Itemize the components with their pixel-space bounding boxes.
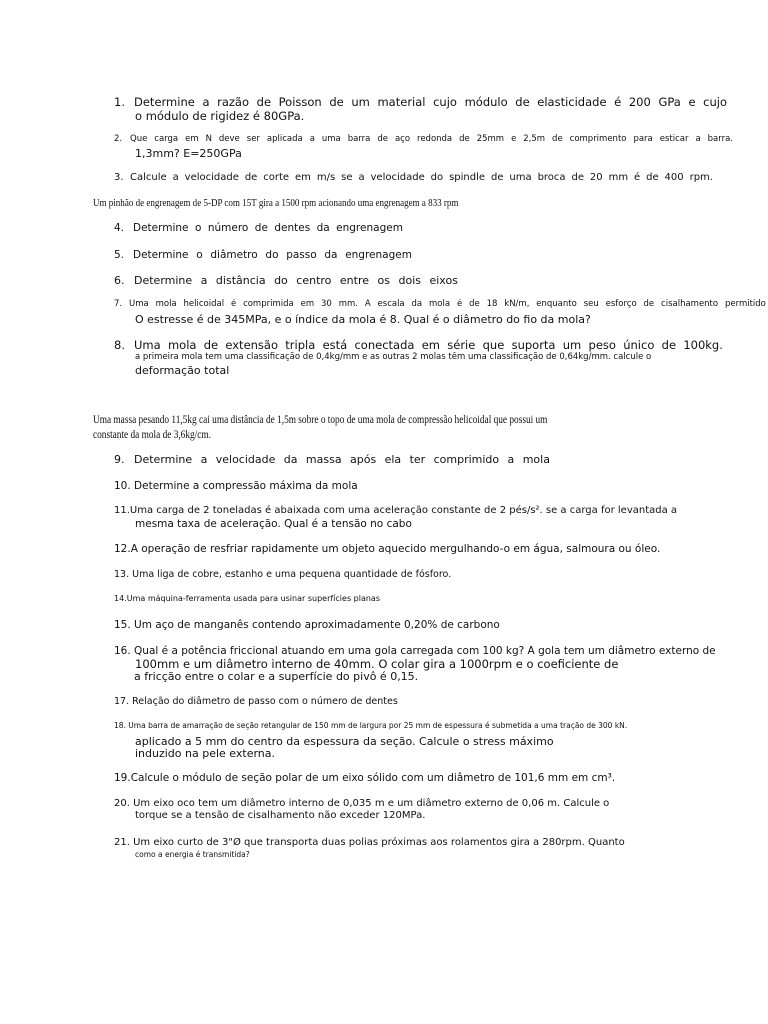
- word: da: [283, 453, 298, 466]
- word: Calcule: [130, 172, 167, 183]
- word: o: [196, 249, 203, 261]
- word: redonda: [417, 134, 453, 144]
- word: que: [482, 338, 505, 352]
- word: uma: [509, 172, 532, 183]
- word: mola: [167, 338, 197, 352]
- spring-intro-line-1: Uma massa pesando 11,5kg cai uma distância de 1,5m sobre o topo de uma mola de compressão helicoidal que possui um: [93, 414, 548, 426]
- word: passo: [286, 249, 317, 261]
- word: para: [633, 134, 653, 144]
- q1-number: 1.: [114, 95, 125, 109]
- word: broca: [537, 172, 566, 183]
- word: aplicada: [266, 134, 303, 144]
- word: cujo: [703, 95, 727, 109]
- word: Uma: [134, 338, 161, 352]
- word: velocidade: [370, 172, 425, 183]
- word: de: [646, 172, 659, 183]
- word: Determine: [133, 249, 189, 261]
- word: engrenagem: [336, 222, 403, 234]
- word: número: [207, 222, 249, 234]
- word: mm.: [338, 299, 358, 309]
- word: entre: [339, 274, 370, 287]
- q9-line: [134, 453, 550, 466]
- q1-line-1: [134, 95, 727, 109]
- q13-line: 13. Uma liga de cobre, estanho e uma pequena quantidade de fósforo.: [114, 569, 452, 580]
- word: de: [203, 338, 219, 352]
- word: centro: [296, 274, 332, 287]
- word: distância: [215, 274, 266, 287]
- word: de: [643, 299, 655, 309]
- word: barra: [347, 134, 371, 144]
- word: da: [324, 249, 338, 261]
- word: 30: [320, 299, 332, 309]
- word: peso: [588, 338, 616, 352]
- word: e: [511, 134, 517, 144]
- word: é: [230, 299, 237, 309]
- word: corte: [263, 172, 290, 183]
- q7-line-1: [129, 299, 766, 309]
- word: após: [350, 453, 377, 466]
- q18-line-1: 18. Uma barra de amarração de seção retangular de 150 mm de largura por 25 mm de espessura é submetida a uma tração de 300 kN.: [114, 721, 628, 730]
- word: de: [571, 172, 584, 183]
- word: Uma: [129, 299, 149, 309]
- word: em: [300, 299, 315, 309]
- word: ter: [409, 453, 426, 466]
- word: comprimido: [433, 453, 500, 466]
- q9-number: 9.: [114, 453, 125, 466]
- word: de: [377, 134, 388, 144]
- q8-line-3: deformação total: [135, 364, 230, 377]
- word: 25mm: [476, 134, 505, 144]
- q4-line: [133, 222, 403, 234]
- word: Que: [130, 134, 148, 144]
- word: uma: [321, 134, 341, 144]
- q5-line: [133, 249, 412, 261]
- word: da: [411, 299, 423, 309]
- word: cujo: [433, 95, 457, 109]
- q20-line-1: 20. Um eixo oco tem um diâmetro interno de 0,035 m e um diâmetro externo de 0,06 m. Calcule o: [114, 798, 610, 809]
- word: do: [274, 274, 288, 287]
- q14-line: 14.Uma máquina-ferramenta usada para usinar superfícies planas: [114, 594, 380, 603]
- word: a: [200, 453, 208, 466]
- word: velocidade: [215, 453, 276, 466]
- word: série: [447, 338, 476, 352]
- word: ser: [246, 134, 260, 144]
- word: comprimida: [243, 299, 294, 309]
- q11-line-2: mesma taxa de aceleração. Qual é a tensão no cabo: [135, 518, 412, 530]
- word: Determine: [133, 222, 189, 234]
- word: comprimento: [569, 134, 627, 144]
- word: de: [244, 172, 258, 183]
- word: material: [377, 95, 426, 109]
- word: suporta: [511, 338, 556, 352]
- gear-intro: Um pinhão de engrenagem de 5-DP com 15T gira a 1500 rpm acionando uma engrenagem a 833 rpm: [93, 197, 459, 209]
- spring-intro-line-2: constante da mola de 3,6kg/cm.: [93, 429, 211, 441]
- word: em: [185, 134, 199, 144]
- q16-line-1: 16. Qual é a potência friccional atuando em uma gola carregada com 100 kg? A gola tem um diâmetro externo de: [114, 645, 716, 657]
- word: de: [490, 172, 504, 183]
- word: do: [430, 172, 444, 183]
- word: os: [377, 274, 390, 287]
- word: massa: [305, 453, 342, 466]
- word: da: [316, 222, 330, 234]
- word: a: [695, 134, 701, 144]
- word: é: [634, 172, 641, 183]
- word: esticar: [659, 134, 689, 144]
- word: do: [265, 249, 279, 261]
- word: m/s: [316, 172, 336, 183]
- word: dois: [398, 274, 421, 287]
- word: Determine: [134, 453, 193, 466]
- q1-line-2: o módulo de rigidez é 80GPa.: [135, 109, 305, 123]
- word: spindle: [449, 172, 486, 183]
- q15-line: 15. Um aço de manganês contendo aproximadamente 0,20% de carbono: [114, 619, 500, 631]
- word: mola: [155, 299, 177, 309]
- word: mola: [522, 453, 550, 466]
- word: N: [205, 134, 212, 144]
- word: eixos: [429, 274, 458, 287]
- word: razão: [217, 95, 250, 109]
- q18-line-2: aplicado a 5 mm do centro da espessura da seção. Calcule o stress máximo: [135, 735, 554, 748]
- q21-line-2: como a energia é transmitida?: [135, 850, 250, 859]
- word: é: [614, 95, 622, 109]
- q8-line-1: [134, 338, 723, 352]
- word: de: [515, 95, 530, 109]
- word: o: [194, 222, 202, 234]
- word: Determine: [134, 95, 195, 109]
- word: de: [254, 222, 268, 234]
- q20-line-2: torque se a tensão de cisalhamento não exceder 120MPa.: [135, 810, 426, 821]
- word: esforço: [605, 299, 637, 309]
- word: está: [322, 338, 348, 352]
- word: único: [623, 338, 655, 352]
- word: 100kg.: [683, 338, 723, 352]
- q5-number: 5.: [114, 249, 125, 261]
- word: kN/m,: [504, 299, 530, 309]
- q17-line: 17. Relação do diâmetro de passo com o número de dentes: [114, 696, 398, 707]
- word: helicoidal: [183, 299, 225, 309]
- q10-line: 10. Determine a compressão máxima da mola: [114, 480, 358, 492]
- word: enquanto: [536, 299, 577, 309]
- word: extensão: [225, 338, 279, 352]
- word: tripla: [285, 338, 316, 352]
- q16-line-3: a fricção entre o colar e a superfície do pivô é 0,15.: [134, 670, 419, 683]
- word: ela: [384, 453, 402, 466]
- q21-line-1: 21. Um eixo curto de 3"Ø que transporta duas polias próximas aos rolamentos gira a 280rpm. Quanto: [114, 837, 625, 848]
- word: 20: [589, 172, 603, 183]
- q3-number: 3.: [114, 172, 124, 183]
- word: e: [688, 95, 696, 109]
- word: a: [309, 134, 315, 144]
- word: 200: [628, 95, 651, 109]
- word: diâmetro: [210, 249, 258, 261]
- word: seu: [583, 299, 599, 309]
- word: Determine: [134, 274, 193, 287]
- word: velocidade: [184, 172, 239, 183]
- word: 2,5m: [523, 134, 546, 144]
- word: mola: [429, 299, 451, 309]
- word: módulo: [464, 95, 508, 109]
- q2-line-1: [130, 134, 733, 144]
- word: mm: [608, 172, 629, 183]
- q8-number: 8.: [114, 338, 125, 352]
- word: rpm.: [689, 172, 713, 183]
- word: de: [469, 299, 480, 309]
- word: a: [202, 95, 210, 109]
- word: de: [256, 95, 272, 109]
- word: a: [172, 172, 179, 183]
- q7-number: 7.: [114, 299, 123, 309]
- word: dentes: [274, 222, 311, 234]
- word: permitido: [724, 299, 766, 309]
- word: aço: [394, 134, 411, 144]
- word: A: [364, 299, 371, 309]
- word: 18: [486, 299, 498, 309]
- word: de: [459, 134, 470, 144]
- word: 400: [664, 172, 684, 183]
- q8-line-2: a primeira mola tem uma classificação de 0,4kg/mm e as outras 2 molas têm uma classificação de 0,64kg/mm. calcule o: [135, 352, 652, 362]
- q7-line-2: O estresse é de 345MPa, e o índice da mola é 8. Qual é o diâmetro do fio da mola?: [135, 313, 591, 326]
- q18-line-3: induzido na pele externa.: [135, 747, 276, 760]
- word: em: [295, 172, 311, 183]
- q12-line: 12.A operação de resfriar rapidamente um objeto aquecido mergulhando-o em água, salmoura ou óleo.: [114, 543, 661, 555]
- word: um: [562, 338, 582, 352]
- q19-line: 19.Calcule o módulo de seção polar de um eixo sólido com um diâmetro de 101,6 mm em cm³.: [114, 772, 616, 784]
- word: de: [661, 338, 677, 352]
- word: Poisson: [278, 95, 322, 109]
- word: GPa: [658, 95, 681, 109]
- q2-line-2: 1,3mm? E=250GPa: [135, 147, 242, 160]
- word: barra.: [707, 134, 733, 144]
- word: elasticidade: [537, 95, 607, 109]
- word: a: [507, 453, 515, 466]
- q6-line: [134, 274, 458, 287]
- q11-line-1: 11.Uma carga de 2 toneladas é abaixada com uma aceleração constante de 2 pés/s². se a carga for levantada a: [114, 505, 678, 516]
- q2-number: 2.: [114, 134, 123, 144]
- word: a: [200, 274, 208, 287]
- word: engrenagem: [345, 249, 412, 261]
- word: a: [358, 172, 365, 183]
- q3-line-1: [130, 172, 713, 183]
- q6-number: 6.: [114, 274, 125, 287]
- word: se: [341, 172, 353, 183]
- q4-number: 4.: [114, 222, 125, 234]
- q16-line-2: 100mm e um diâmetro interno de 40mm. O colar gira a 1000rpm e o coeficiente de: [135, 657, 619, 671]
- word: de: [552, 134, 563, 144]
- word: deve: [218, 134, 240, 144]
- word: um: [351, 95, 370, 109]
- word: é: [456, 299, 463, 309]
- word: em: [421, 338, 440, 352]
- word: carga: [154, 134, 179, 144]
- word: escala: [377, 299, 405, 309]
- word: cisalhamento: [661, 299, 719, 309]
- word: conectada: [354, 338, 415, 352]
- word: de: [329, 95, 344, 109]
